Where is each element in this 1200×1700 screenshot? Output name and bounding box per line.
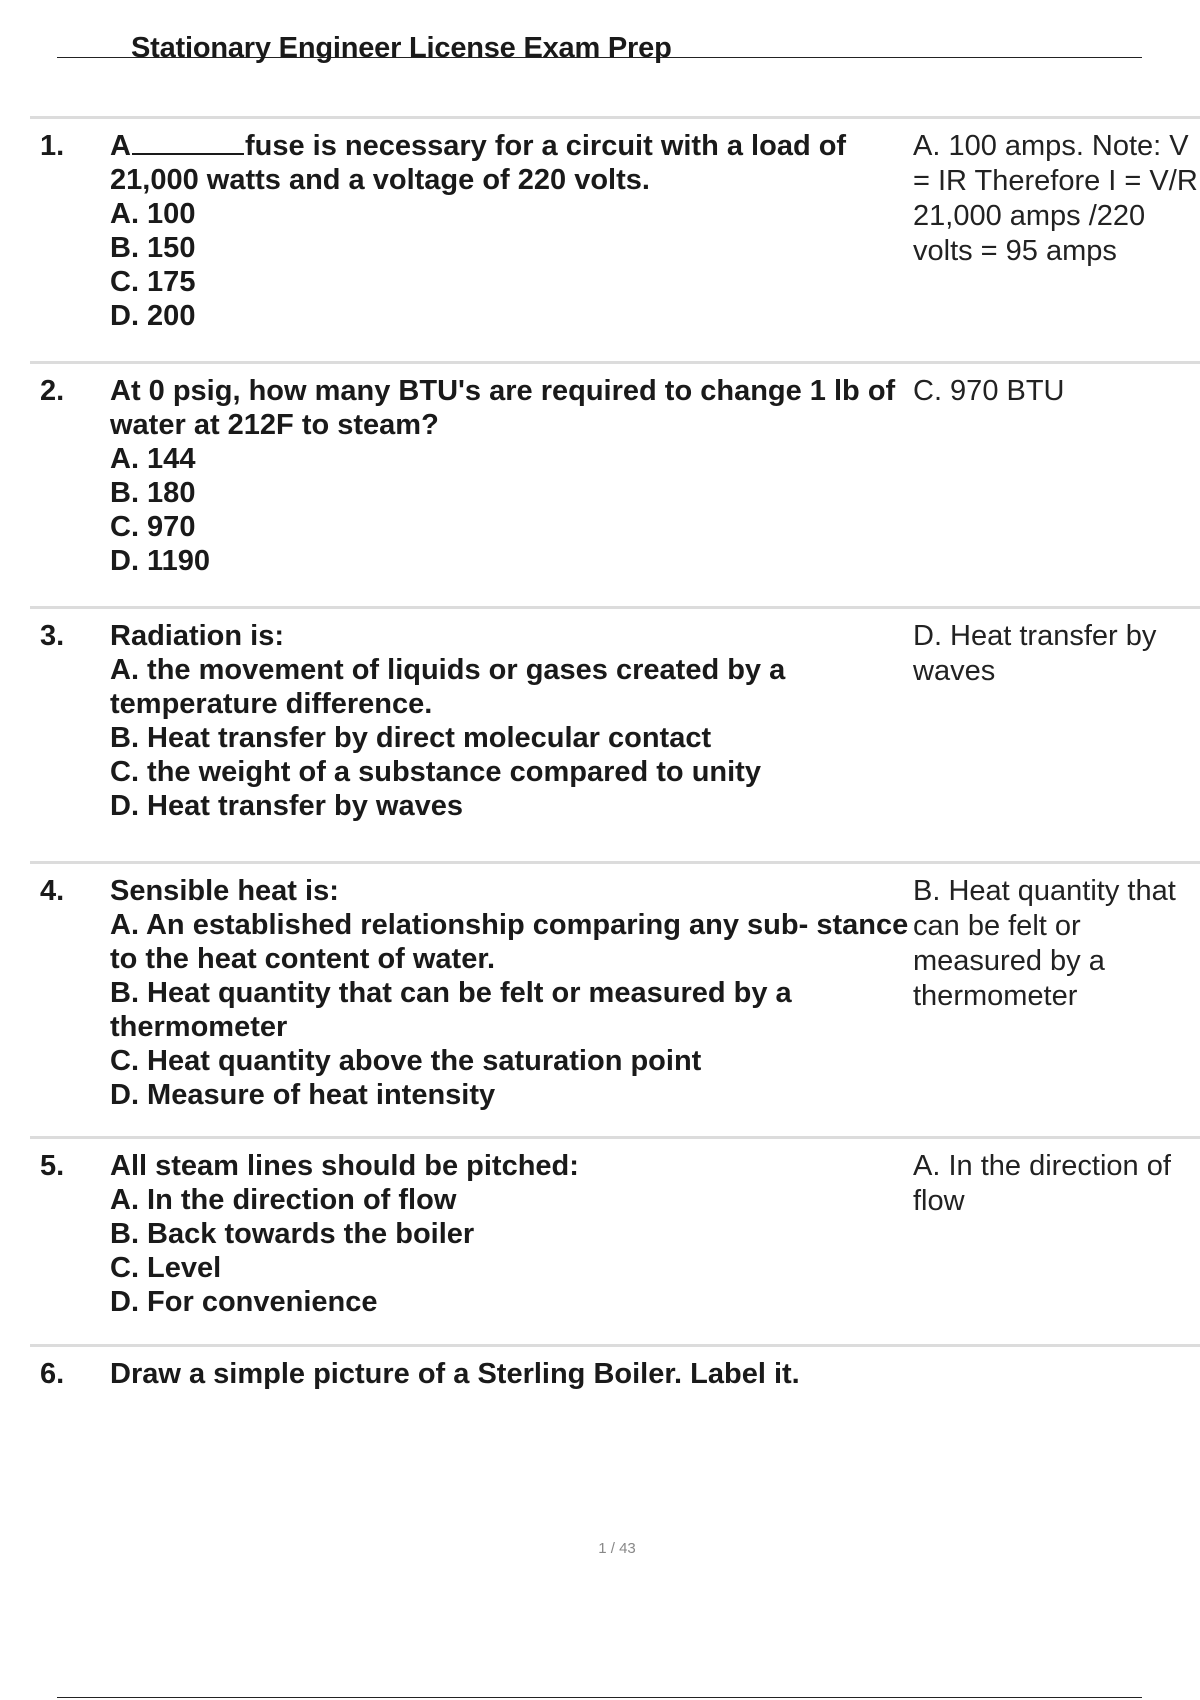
answer-key: B. Heat quantity that can be felt or measured by a thermometer bbox=[913, 875, 1176, 1012]
answer-option: B. Back towards the boiler bbox=[110, 1218, 475, 1250]
question-text: Draw a simple picture of a Sterling Boiler. Label it. bbox=[110, 1358, 800, 1390]
question-item bbox=[30, 116, 1200, 359]
question-number: 6. bbox=[40, 1358, 65, 1390]
answer-option: D. Heat transfer by waves bbox=[110, 790, 463, 822]
answer-option: A. 144 bbox=[110, 443, 196, 475]
answer-option: A. An established relationship comparing any sub- stance to the heat content of water. bbox=[110, 909, 909, 975]
question-number: 5. bbox=[40, 1150, 65, 1182]
answer-option: B. Heat quantity that can be felt or measured by a thermometer bbox=[110, 977, 792, 1043]
answer-option: C. the weight of a substance compared to unity bbox=[110, 756, 761, 788]
answer-key: A. In the direction of flow bbox=[913, 1150, 1171, 1217]
question-body bbox=[110, 619, 922, 823]
answer-key: A. 100 amps. Note: V = IR Therefore I = V/R 21,000 amps /220 volts = 95 amps bbox=[913, 130, 1198, 267]
question-body bbox=[110, 874, 922, 1112]
page-number: 1 / 43 bbox=[598, 1540, 636, 1557]
answer-option: D. 1190 bbox=[110, 545, 210, 577]
answer-option: A. 100 bbox=[110, 198, 196, 230]
question-item bbox=[30, 1344, 1200, 1467]
answer-option: D. Measure of heat intensity bbox=[110, 1079, 496, 1111]
question-number: 4. bbox=[40, 875, 65, 907]
fill-in-blank bbox=[132, 131, 244, 155]
question-item bbox=[30, 361, 1200, 604]
answer-option: A. In the direction of flow bbox=[110, 1184, 457, 1216]
answer-option: A. the movement of liquids or gases created by a temperature difference. bbox=[110, 654, 786, 720]
question-text: All steam lines should be pitched: bbox=[110, 1150, 579, 1182]
question-text-before-blank: A bbox=[110, 130, 131, 162]
question-body bbox=[110, 1357, 922, 1391]
answer-option: C. Level bbox=[110, 1252, 222, 1284]
answer-option: D. For convenience bbox=[110, 1286, 378, 1318]
answer-option: B. Heat transfer by direct molecular contact bbox=[110, 722, 712, 754]
answer-key: C. 970 BTU bbox=[913, 375, 1065, 407]
footer-rule bbox=[57, 1697, 1142, 1698]
answer-option: C. 175 bbox=[110, 266, 196, 298]
answer-option: D. 200 bbox=[110, 300, 196, 332]
answer-key: D. Heat transfer by waves bbox=[913, 620, 1157, 687]
answer-option: B. 180 bbox=[110, 477, 196, 509]
page-header bbox=[57, 30, 1142, 64]
question-text-after-blank: fuse is necessary for a circuit with a load of 21,000 watts and a voltage of 220 volts. bbox=[110, 130, 847, 196]
question-number: 1. bbox=[40, 130, 65, 162]
question-text: Radiation is: bbox=[110, 620, 285, 652]
question-body bbox=[110, 1149, 922, 1319]
question-item bbox=[30, 1136, 1200, 1349]
answer-option: C. Heat quantity above the saturation point bbox=[110, 1045, 702, 1077]
question-body bbox=[110, 374, 922, 578]
answer-option: B. 150 bbox=[110, 232, 196, 264]
question-item bbox=[30, 606, 1200, 859]
question-item bbox=[30, 861, 1200, 1144]
question-number: 3. bbox=[40, 620, 65, 652]
question-body bbox=[110, 129, 922, 333]
document-title: Stationary Engineer License Exam Prep bbox=[131, 32, 672, 64]
question-text: At 0 psig, how many BTU's are required to change 1 lb of water at 212F to steam? bbox=[110, 375, 896, 441]
question-number: 2. bbox=[40, 375, 65, 407]
question-text bbox=[110, 129, 922, 197]
question-text: Sensible heat is: bbox=[110, 875, 339, 907]
answer-option: C. 970 bbox=[110, 511, 196, 543]
